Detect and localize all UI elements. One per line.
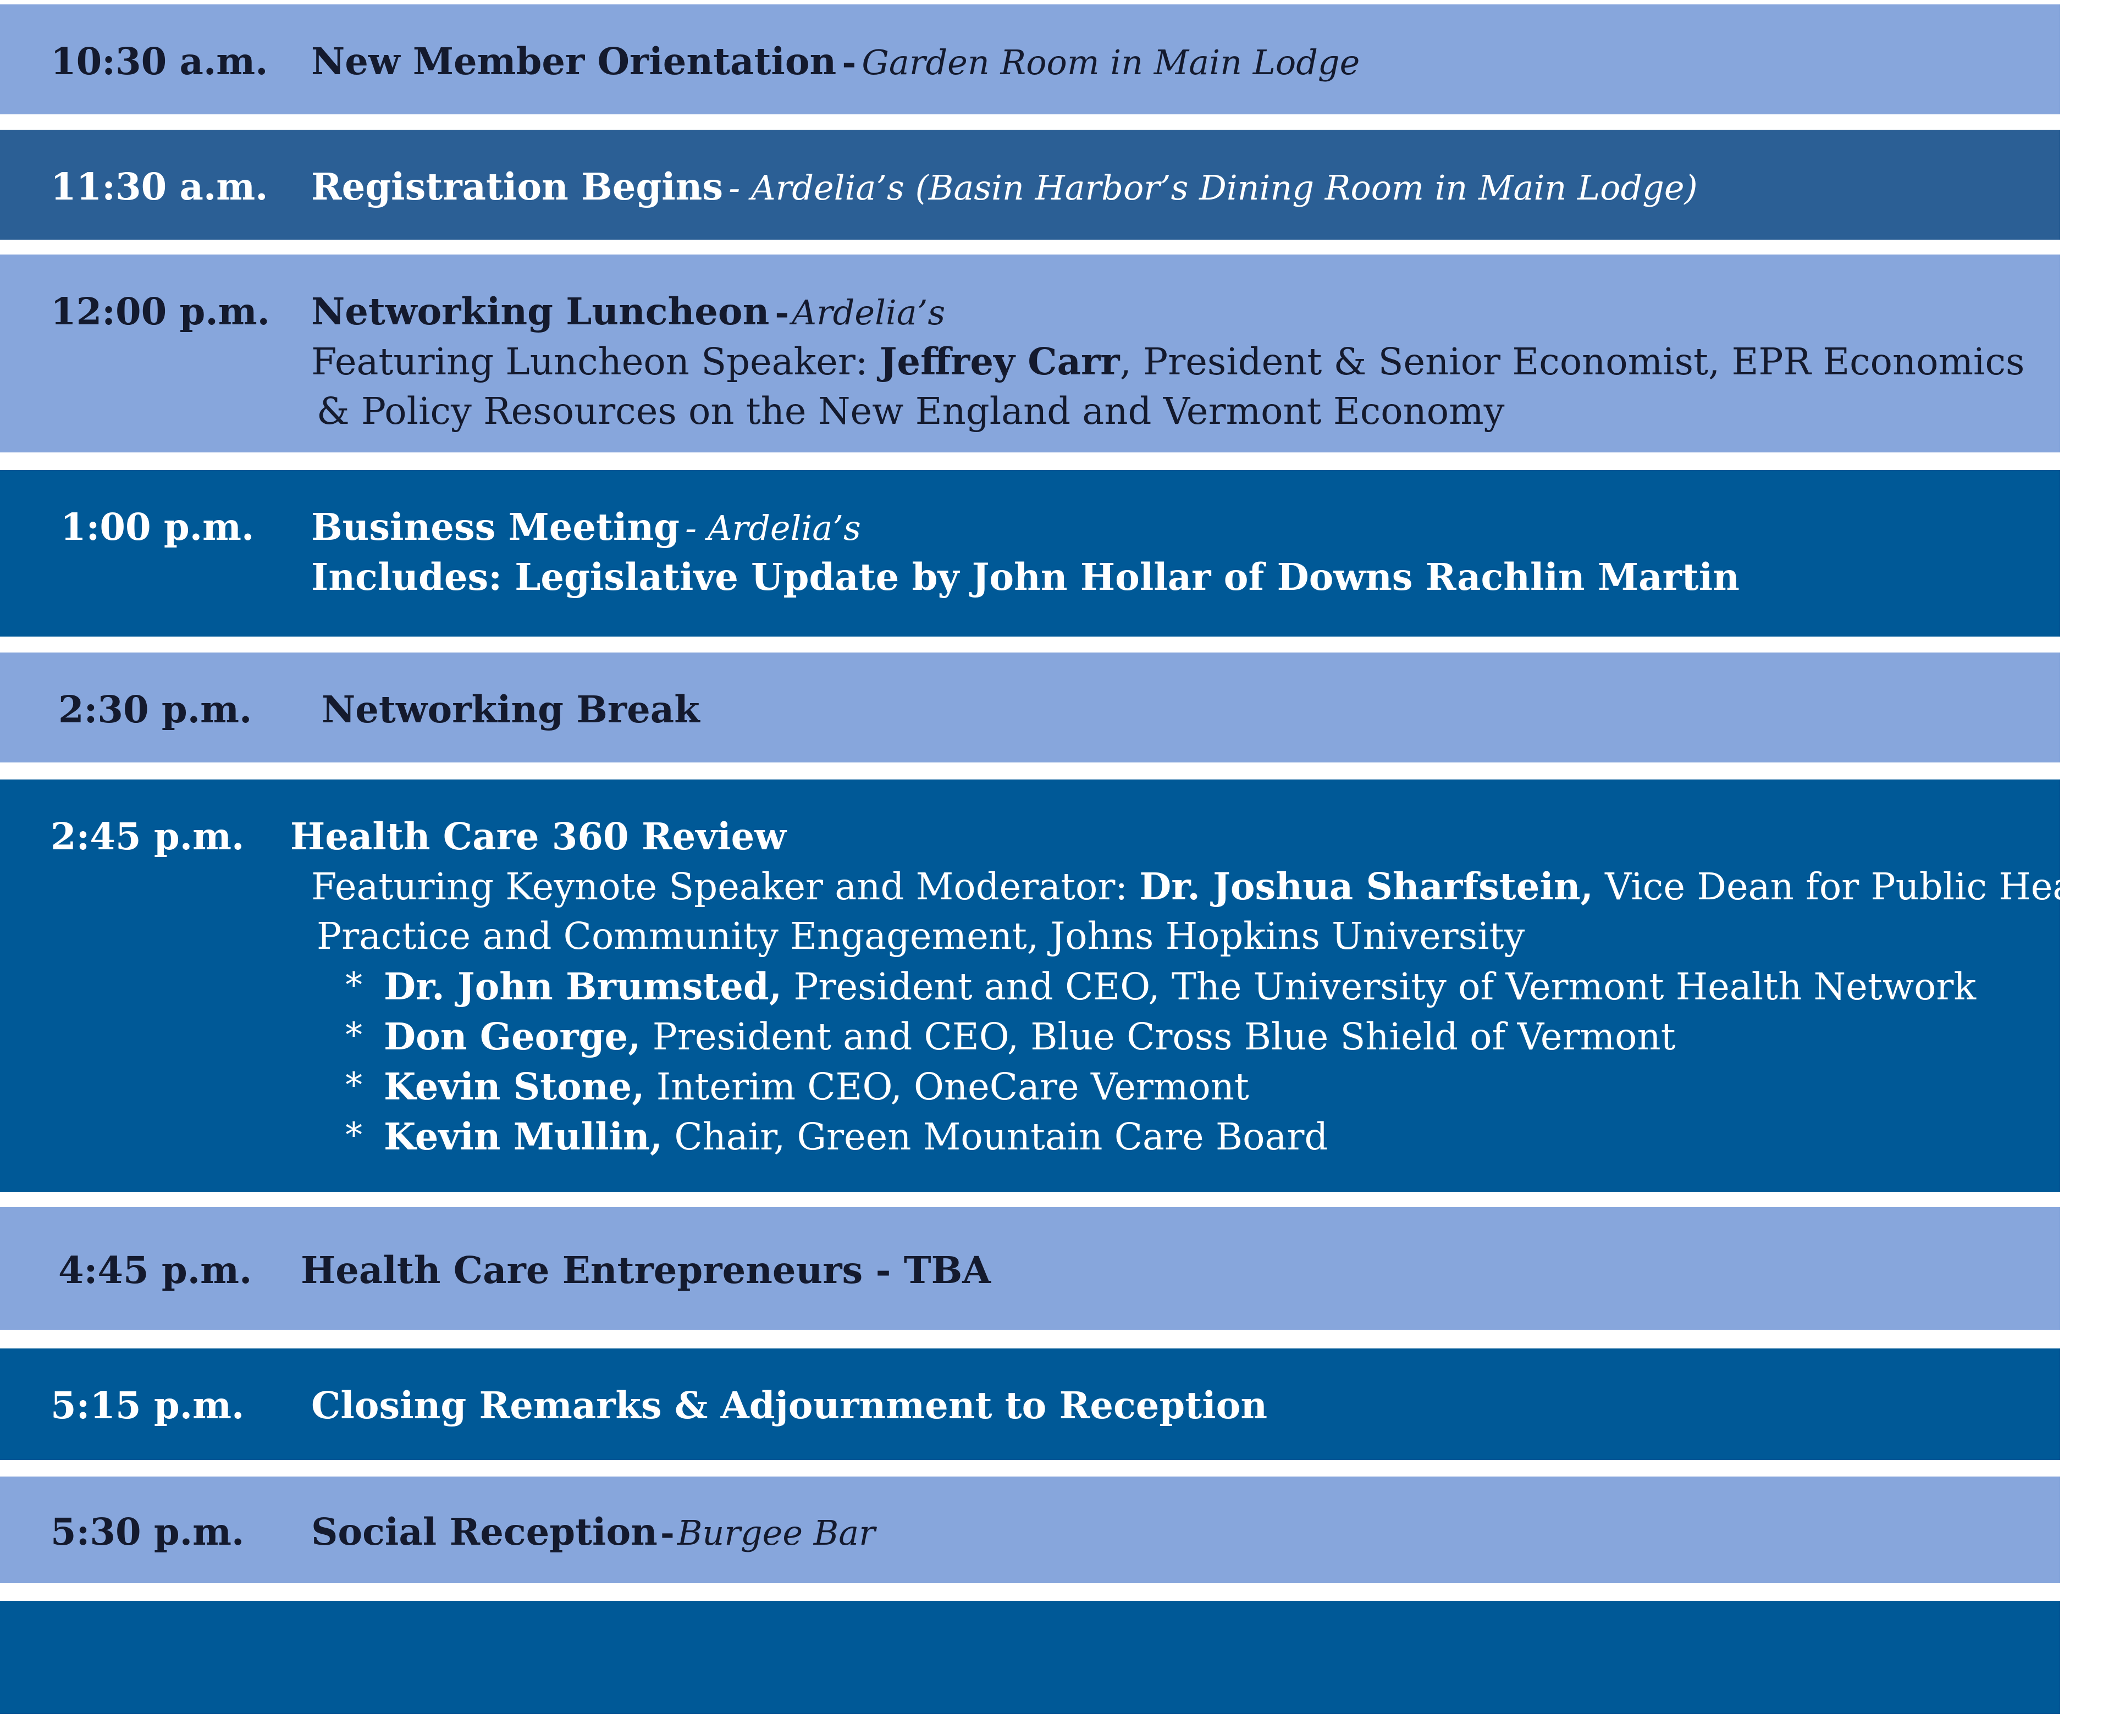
schedule-row-social-reception — [0, 1477, 2060, 1583]
session-title: Health Care Entrepreneurs - TBA — [301, 1248, 991, 1292]
session-title: Social Reception — [311, 1510, 658, 1553]
schedule-row-registration — [0, 130, 2060, 240]
speaker-title: , President & Senior Economist, EPR Economics — [1119, 340, 2025, 383]
bullet: * — [345, 1115, 362, 1155]
time-label: 2:30 p.m. — [58, 688, 252, 731]
session-line — [311, 1510, 875, 1553]
keynote-title: Vice Dean for Public Health — [1593, 865, 2125, 908]
speaker-topic: & Policy Resources on the New England and Vermont Economy — [317, 390, 1505, 433]
session-location: - Ardelia’s — [685, 508, 861, 548]
session-line — [311, 165, 1698, 208]
session-line — [311, 290, 945, 333]
separator: - — [842, 42, 857, 82]
schedule-row-networking-break — [0, 653, 2060, 762]
schedule-row-closing-remarks — [0, 1348, 2060, 1460]
keynote-speaker: Dr. Joshua Sharfstein, — [1139, 865, 1593, 908]
session-location: Burgee Bar — [677, 1513, 875, 1553]
session-title: Networking Luncheon — [311, 290, 770, 333]
time-label: 10:30 a.m. — [51, 40, 268, 83]
session-title: New Member Orientation — [311, 40, 837, 83]
bullet: * — [345, 1015, 362, 1055]
session-title: Registration Begins — [311, 165, 724, 208]
panelist — [384, 1115, 1328, 1158]
bullet: * — [345, 965, 362, 1005]
session-title: Networking Break — [322, 688, 700, 731]
schedule-row-business-meeting — [0, 470, 2060, 637]
schedule-row-health-care-360 — [0, 779, 2125, 1192]
panelist-role: Interim CEO, OneCare Vermont — [644, 1065, 1249, 1108]
panelist-name: Kevin Mullin, — [384, 1115, 663, 1158]
session-title: Business Meeting — [311, 505, 680, 549]
panelist-role: President and CEO, The University of Vermont Health Network — [782, 965, 1977, 1008]
schedule-row-entrepreneurs — [0, 1207, 2060, 1330]
time-label: 5:30 p.m. — [51, 1510, 245, 1553]
panelist-role: Chair, Green Mountain Care Board — [663, 1115, 1328, 1158]
panelist-name: Kevin Stone, — [384, 1065, 645, 1108]
session-line — [311, 505, 861, 549]
panelist-name: Don George, — [384, 1015, 641, 1058]
panelist-name: Dr. John Brumsted, — [384, 965, 782, 1008]
panelist-role: President and CEO, Blue Cross Blue Shield of Vermont — [641, 1015, 1676, 1058]
session-location: - Ardelia’s (Basin Harbor’s Dining Room in Main Lodge) — [728, 168, 1698, 208]
keynote-affiliation: Practice and Community Engagement, Johns Hopkins University — [317, 915, 1525, 958]
session-title: Closing Remarks & Adjournment to Reception — [311, 1384, 1268, 1427]
panelist — [384, 1015, 1676, 1058]
footer-band — [0, 1601, 2060, 1714]
panelist — [384, 965, 1976, 1008]
speaker-line — [311, 340, 2024, 383]
time-label: 11:30 a.m. — [51, 165, 268, 208]
schedule-row-new-member-orientation — [0, 4, 2060, 114]
time-label: 12:00 p.m. — [51, 290, 270, 333]
session-location: Garden Room in Main Lodge — [862, 42, 1360, 82]
session-line — [311, 40, 1360, 83]
bullet: * — [345, 1065, 362, 1105]
time-label: 4:45 p.m. — [58, 1248, 252, 1292]
session-location: Ardelia’s — [792, 292, 946, 333]
schedule-row-networking-luncheon — [0, 255, 2060, 452]
keynote-prefix: Featuring Keynote Speaker and Moderator: — [311, 865, 1140, 908]
session-title: Health Care 360 Review — [290, 815, 786, 858]
speaker-prefix: Featuring Luncheon Speaker: — [311, 340, 880, 383]
session-detail: Includes: Legislative Update by John Hollar of Downs Rachlin Martin — [311, 555, 1740, 599]
speaker-name: Jeffrey Carr — [879, 340, 1120, 383]
separator: - — [775, 292, 790, 333]
panelist — [384, 1065, 1249, 1108]
time-label: 5:15 p.m. — [51, 1384, 245, 1427]
keynote-line — [311, 865, 2125, 908]
separator: - — [660, 1513, 675, 1553]
time-label: 1:00 p.m. — [60, 505, 255, 549]
time-label: 2:45 p.m. — [51, 815, 245, 858]
